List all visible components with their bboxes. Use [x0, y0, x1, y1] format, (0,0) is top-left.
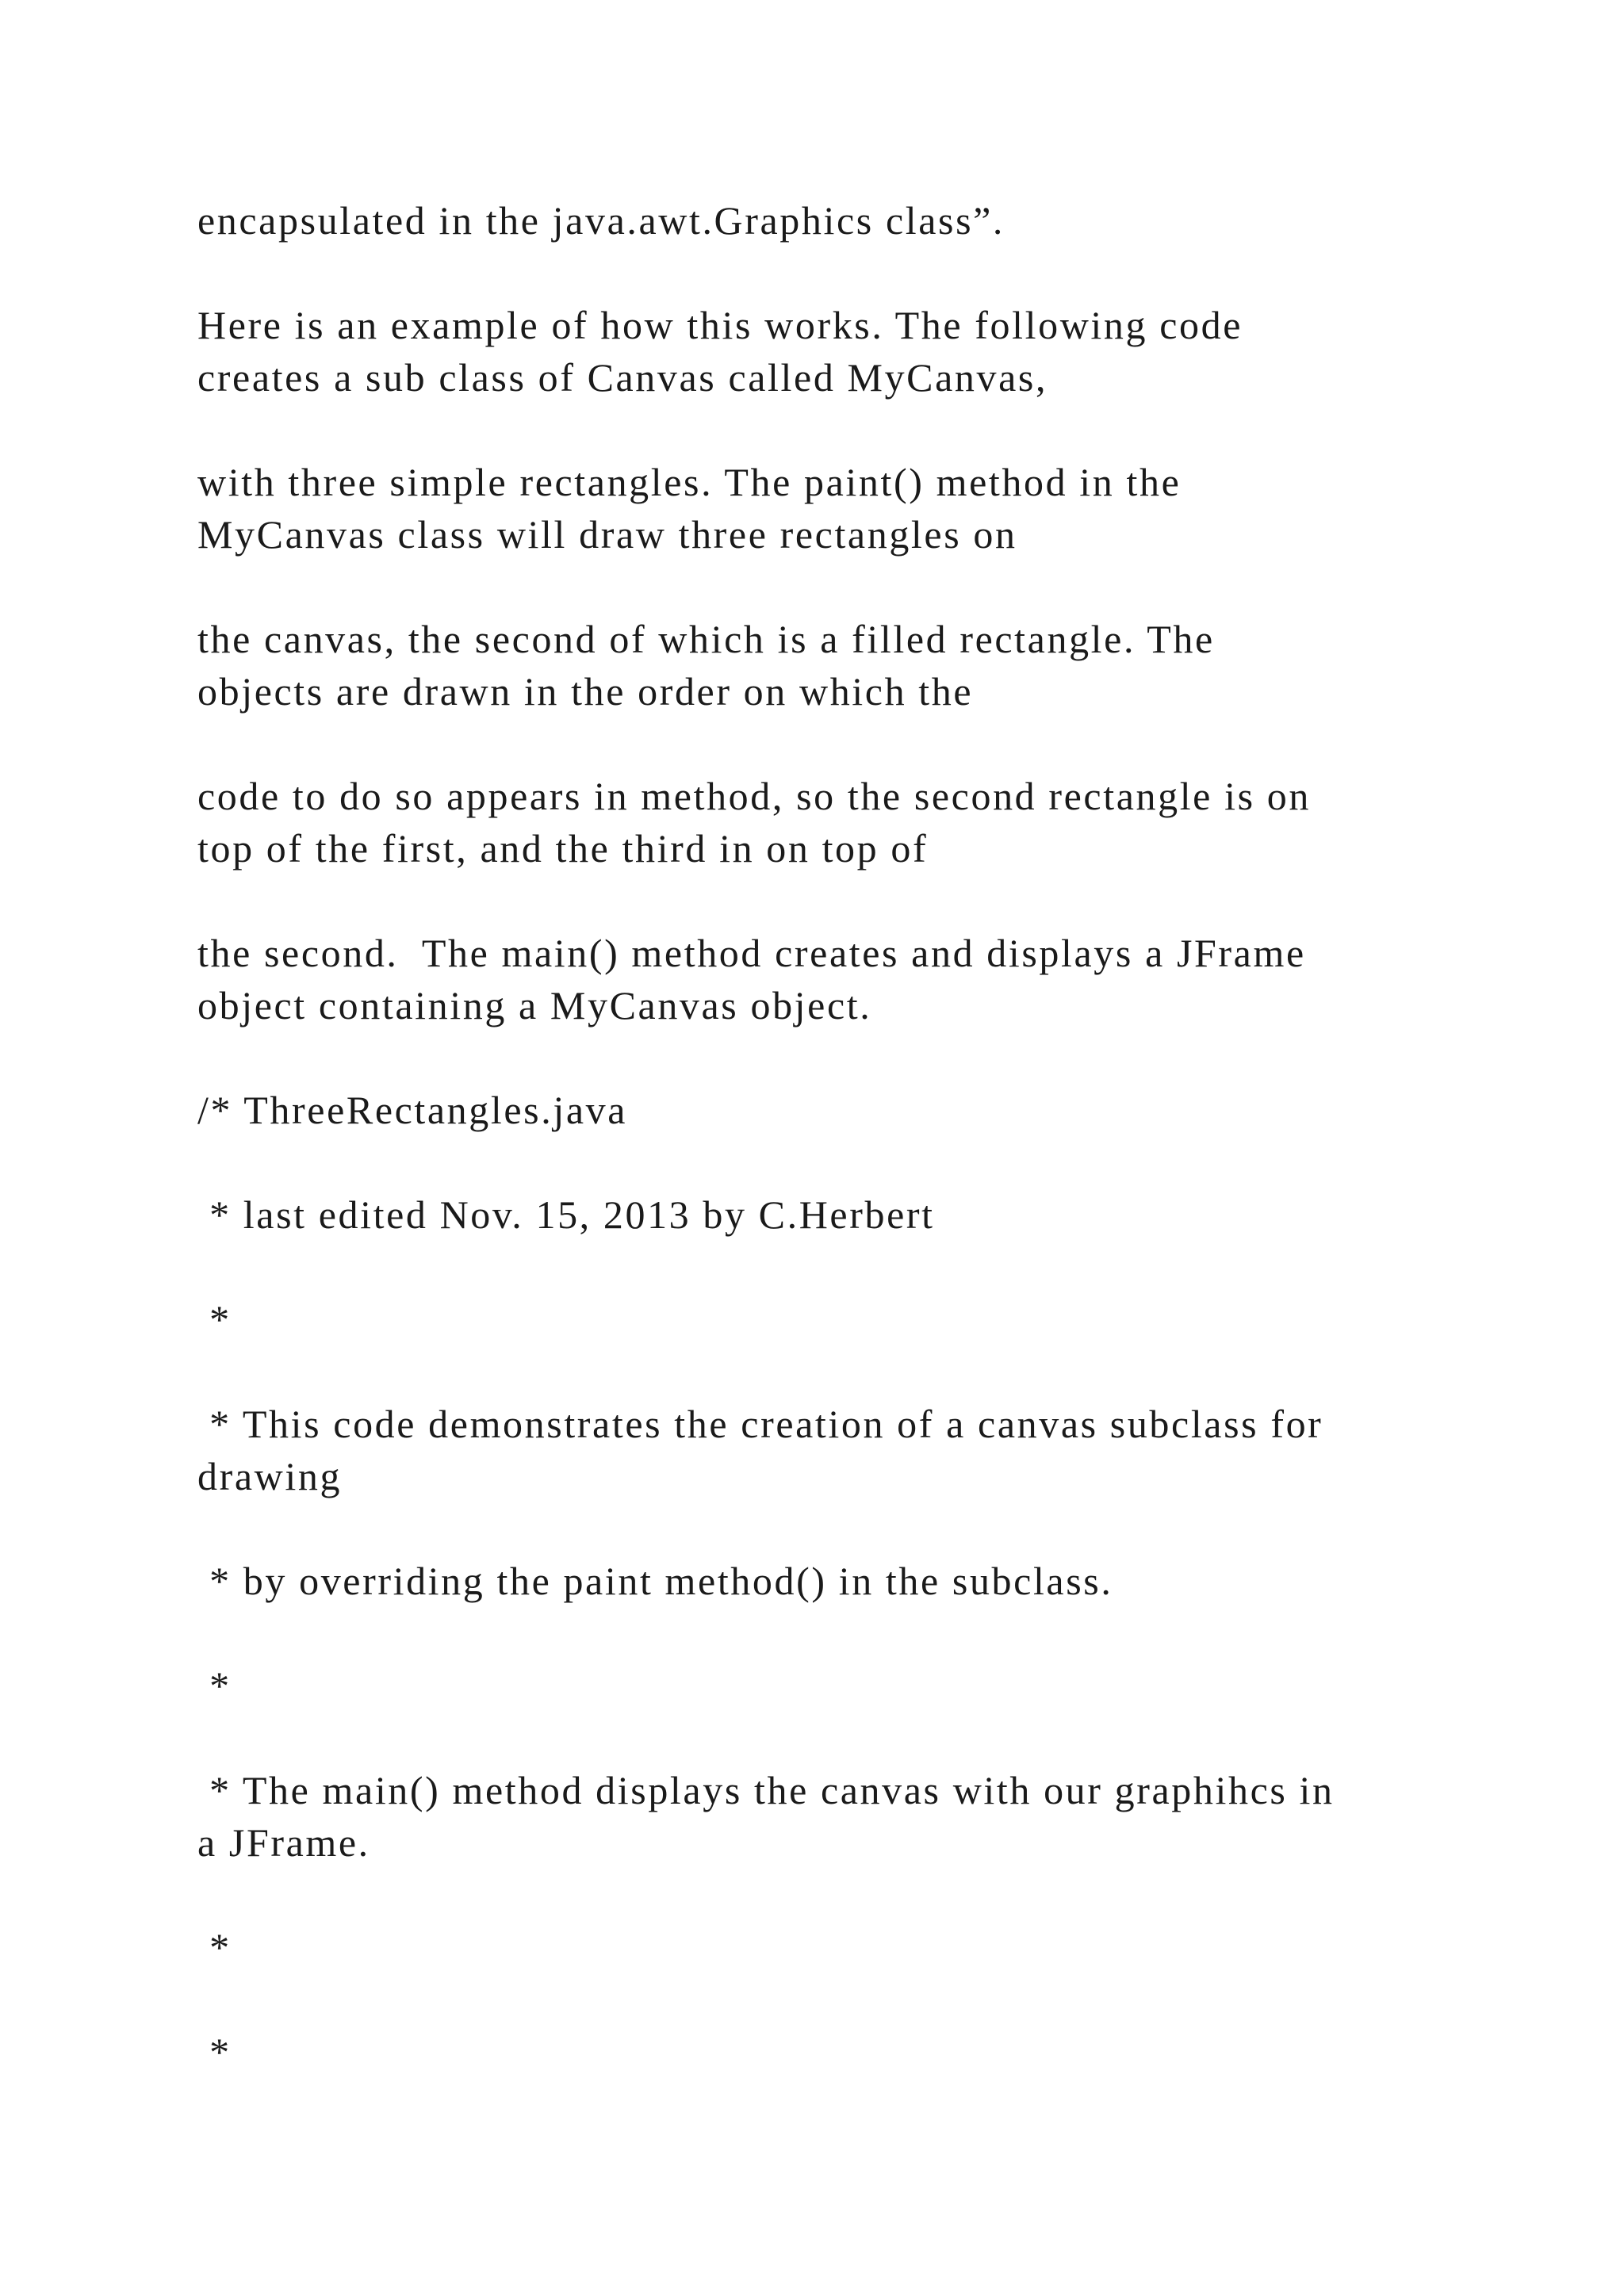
code-comment-line: * by overriding the paint method() in the subclass.	[197, 1559, 1113, 1603]
text-line: code to do so appears in method, so the second rectangle is on	[197, 774, 1311, 818]
code-comment-line: /* ThreeRectangles.java	[197, 1088, 628, 1132]
text-line: object containing a MyCanvas object.	[197, 983, 872, 1027]
text-line: encapsulated in the java.awt.Graphics class”.	[197, 198, 1005, 243]
code-comment-line: drawing	[197, 1454, 343, 1498]
text-line: top of the first, and the third in on top of	[197, 826, 929, 871]
code-comment-line: * last edited Nov. 15, 2013 by C.Herbert	[197, 1192, 935, 1237]
code-comment-line: *	[197, 1663, 232, 1708]
text-line: the second. The main() method creates and displays a JFrame	[197, 931, 1306, 975]
text-line: with three simple rectangles. The paint() method in the	[197, 460, 1182, 504]
text-line: Here is an example of how this works. The following code	[197, 303, 1243, 347]
text-line: objects are drawn in the order on which the	[197, 669, 974, 714]
code-comment-line: *	[197, 1925, 232, 1969]
code-comment-line: *	[197, 1297, 232, 1341]
code-comment-line: *	[197, 2030, 232, 2074]
code-comment-line: * The main() method displays the canvas with our graphihcs in	[197, 1768, 1335, 1812]
text-line: MyCanvas class will draw three rectangles on	[197, 512, 1017, 557]
code-comment-line: * This code demonstrates the creation of a canvas subclass for	[197, 1402, 1323, 1446]
text-line: creates a sub class of Canvas called MyCanvas,	[197, 355, 1048, 400]
text-line: the canvas, the second of which is a filled rectangle. The	[197, 617, 1215, 661]
code-comment-line: a JFrame.	[197, 1820, 370, 1865]
